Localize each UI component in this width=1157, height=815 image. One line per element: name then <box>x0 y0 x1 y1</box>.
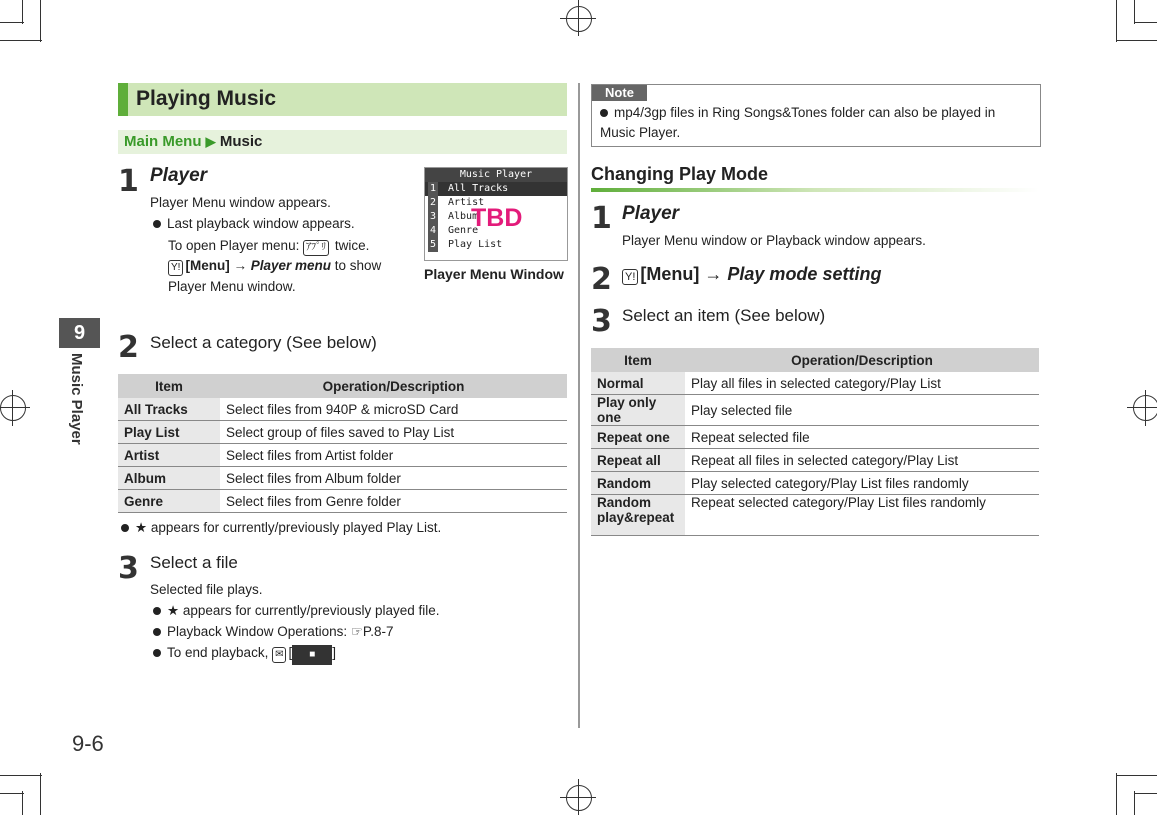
screen-row: 5 Play List <box>429 239 503 250</box>
step-bullet: To end playback, ✉ [ ■ ] <box>153 643 336 665</box>
registration-mark <box>566 785 592 811</box>
step-title: Player <box>622 203 680 224</box>
step-body: Player Menu window or Playback window appears. <box>622 233 926 248</box>
section-title: Playing Music <box>136 87 277 110</box>
table-header-row <box>591 348 1039 372</box>
stop-softkey-icon: ■ <box>292 645 332 665</box>
table-row: Repeat one Repeat selected file <box>591 426 1039 449</box>
player-menu-screenshot <box>424 167 568 261</box>
step-number: 1 <box>591 201 612 236</box>
step-title: Player <box>150 165 208 186</box>
play-mode-table <box>591 348 1039 536</box>
crop-mark <box>0 775 42 776</box>
step-sub: To open Player menu: ｱﾌﾟﾘ twice. <box>168 236 369 256</box>
appli-key-icon: ｱﾌﾟﾘ <box>303 240 329 256</box>
step-title: Select an item (See below) <box>622 306 826 325</box>
subsection-title: Changing Play Mode <box>591 164 769 184</box>
table-row: Genre Select files from Genre folder <box>118 490 567 513</box>
crop-mark <box>0 40 42 41</box>
section-header-bar <box>118 83 128 116</box>
note-box <box>591 84 1041 147</box>
table-header: Operation/Description <box>220 374 567 398</box>
yahoo-key-icon: Y! <box>622 269 638 285</box>
step-number: 3 <box>118 551 139 586</box>
menu-path <box>118 130 567 154</box>
table-header: Item <box>118 374 220 398</box>
screen-row: 4 Genre <box>429 225 479 236</box>
crop-mark <box>1134 791 1135 815</box>
crop-mark <box>1116 773 1117 815</box>
note-text: mp4/3gp files in Ring Songs&Tones folder can also be played in Music Player. <box>600 105 996 140</box>
yahoo-key-icon: Y! <box>168 260 183 276</box>
table-row: All Tracks Select files from 940P & microSD Card <box>118 398 567 421</box>
column-divider <box>578 83 580 728</box>
step-title: Y! [Menu] → Play mode setting <box>622 264 881 285</box>
registration-mark <box>1133 395 1157 421</box>
crop-mark <box>1116 775 1157 776</box>
table-row: Play only one Play selected file <box>591 395 1039 426</box>
subsection-underline <box>591 188 1039 192</box>
step-body: Player Menu window appears. <box>150 195 331 210</box>
menu-path-item: Music <box>219 133 263 150</box>
screen-row: 3 Album <box>429 211 479 222</box>
crop-mark <box>1134 0 1135 24</box>
crop-mark <box>40 0 41 42</box>
crop-mark <box>1116 40 1157 41</box>
step-bullet: Playback Window Operations: ☞P.8-7 <box>153 622 393 642</box>
step-body: Selected file plays. <box>150 582 263 597</box>
screen-header: Music Player <box>425 168 567 182</box>
chapter-number: 9 <box>59 318 100 348</box>
category-table <box>118 374 567 513</box>
table-header: Item <box>591 348 685 372</box>
step-sub: Player Menu window. <box>168 279 296 294</box>
screenshot-caption: Player Menu Window <box>424 266 564 282</box>
table-header-row <box>118 374 567 398</box>
table-note: ★ appears for currently/previously played Play List. <box>121 518 441 538</box>
table-row: Artist Select files from Artist folder <box>118 444 567 467</box>
crop-mark <box>22 0 23 24</box>
table-row: Random Play selected category/Play List files randomly <box>591 472 1039 495</box>
step-title: Select a category (See below) <box>150 333 377 352</box>
menu-path-arrow: ▶ <box>205 134 216 149</box>
step-sub: Y! [Menu] → Player menu to show <box>168 256 381 276</box>
note-label: Note <box>592 85 647 101</box>
chapter-title: Music Player <box>68 353 85 445</box>
crop-mark <box>40 773 41 815</box>
registration-mark <box>566 6 592 32</box>
step-number: 3 <box>591 304 612 339</box>
step-number: 1 <box>118 164 139 199</box>
step-title: Select a file <box>150 553 238 572</box>
screen-row: 2 Artist <box>429 197 485 208</box>
crop-mark <box>1116 0 1117 42</box>
registration-mark <box>0 395 26 421</box>
mail-key-icon: ✉ <box>272 647 286 663</box>
crop-mark <box>1134 793 1157 794</box>
table-row: Play List Select group of files saved to Play List <box>118 421 567 444</box>
crop-mark <box>0 793 24 794</box>
table-header: Operation/Description <box>685 348 1039 372</box>
step-bullet: Last playback window appears. <box>153 214 355 234</box>
step-number: 2 <box>591 262 612 297</box>
table-row: Album Select files from Album folder <box>118 467 567 490</box>
section-header <box>118 83 567 116</box>
step-number: 2 <box>118 330 139 365</box>
table-row: Normal Play all files in selected category/Play List <box>591 372 1039 395</box>
page-number: 9-6 <box>72 731 104 756</box>
screen-row: 1 All Tracks <box>425 182 567 196</box>
tbd-placeholder: TBD <box>471 204 523 232</box>
crop-mark <box>1134 22 1157 23</box>
menu-path-root: Main Menu <box>124 133 202 150</box>
crop-mark <box>22 791 23 815</box>
table-row: Repeat all Repeat all files in selected category/Play List <box>591 449 1039 472</box>
table-row: Random play&repeat Repeat selected category/Play List files randomly <box>591 495 1039 536</box>
crop-mark <box>0 22 24 23</box>
step-bullet: ★ appears for currently/previously played file. <box>153 601 439 621</box>
